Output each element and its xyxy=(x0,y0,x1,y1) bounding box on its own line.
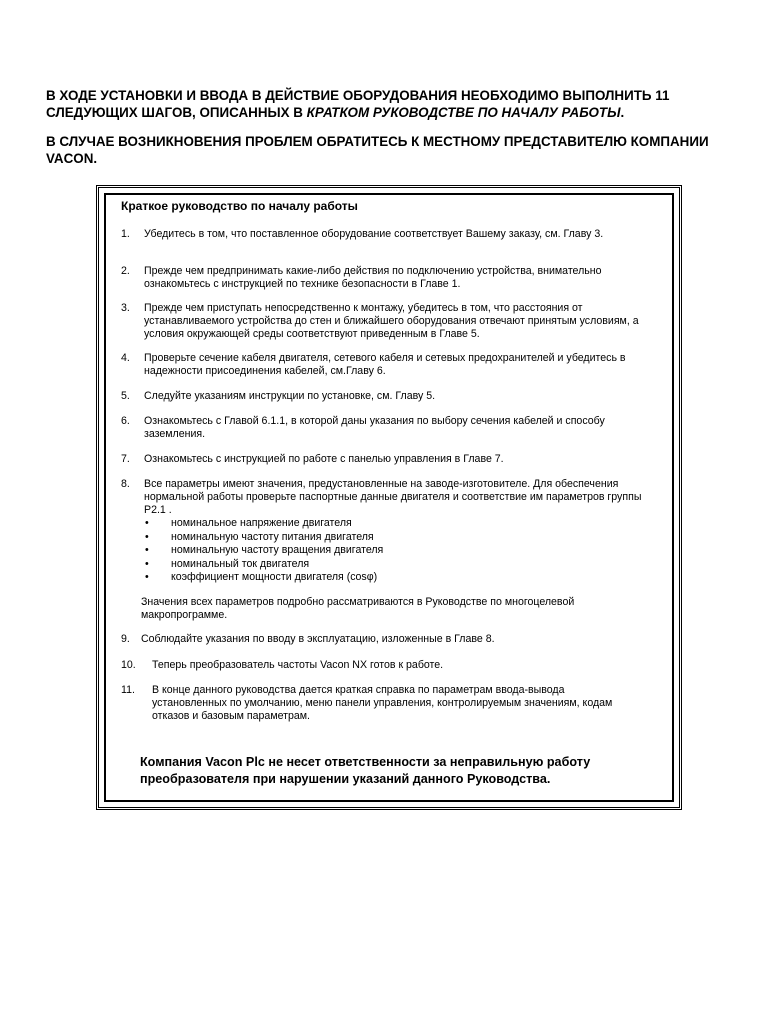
step-number: 4. xyxy=(121,352,130,364)
bullet: • xyxy=(145,530,149,543)
step-text: Проверьте сечение кабеля двигателя, сетевого кабеля и сетевых предохранителей и убедитесь в надежности присоединения кабелей, см.Главу 6. xyxy=(144,352,626,377)
step-text: Ознакомьтесь с Главой 6.1.1, в которой даны указания по выбору сечения кабелей и способу заземления. xyxy=(144,415,605,440)
step-number: 9. xyxy=(121,633,130,645)
step-text: Убедитесь в том, что поставленное оборудование соответствует Вашему заказу, см. Главу 3. xyxy=(144,228,604,240)
bullet: • xyxy=(145,544,149,556)
step-number: 2. xyxy=(121,265,130,277)
list-item xyxy=(145,531,383,545)
intro-text: В ХОДЕ УСТАНОВКИ И ВВОДА В ДЕЙСТВИЕ ОБОРУДОВАНИЯ НЕОБХОДИМО ВЫПОЛНИТЬ 11 СЛЕДУЮЩИХ ШАГОВ, ОПИСАННЫХ В xyxy=(46,88,670,120)
step-text: Прежде чем приступать непосредственно к монтажу, убедитесь в том, что расстояния от устанавливаемого устройства до стен и ближайшего оборудования отвечают принятым условиям, а условия окружающей среды соответствуют приведенным в Главе 5. xyxy=(144,302,639,340)
step-number: 6. xyxy=(121,415,130,427)
step-number: 7. xyxy=(121,453,130,465)
bullet: • xyxy=(145,517,149,529)
list-item-text: номинальное напряжение двигателя xyxy=(171,517,352,529)
intro-guide-reference: КРАТКОМ РУКОВОДСТВЕ ПО НАЧАЛУ РАБОТЫ xyxy=(306,105,621,120)
step-number: 8. xyxy=(121,478,130,490)
intro-period: . xyxy=(620,105,625,120)
list-item xyxy=(145,544,383,558)
step-number: 5. xyxy=(121,390,130,402)
list-item-text: коэффициент мощности двигателя (cosφ) xyxy=(171,571,378,583)
list-item xyxy=(145,517,383,531)
step-text: Следуйте указаниям инструкции по установке, см. Главу 5. xyxy=(144,390,436,402)
intro-paragraph-contact: В СЛУЧАЕ ВОЗНИКНОВЕНИЯ ПРОБЛЕМ ОБРАТИТЕСЬ К МЕСТНОМУ ПРЕДСТАВИТЕЛЮ КОМПАНИИ VACON. xyxy=(46,134,709,166)
step-number: 3. xyxy=(121,302,130,314)
list-item xyxy=(145,571,383,585)
list-item-text: номинальную частоту вращения двигателя xyxy=(171,544,384,556)
step-number: 10. xyxy=(121,659,136,671)
intro-paragraph-steps xyxy=(46,87,736,121)
step-text: Ознакомьтесь с инструкцией по работе с панелью управления в Главе 7. xyxy=(144,453,504,465)
bullet: • xyxy=(145,571,149,583)
bullet: • xyxy=(145,557,149,570)
quick-start-title: Краткое руководство по началу работы xyxy=(121,199,358,213)
parameters-note: Значения всех параметров подробно рассматриваются в Руководстве по многоцелевой макропрограмме. xyxy=(141,596,575,621)
step-number: 11. xyxy=(121,684,135,696)
list-item xyxy=(145,558,383,572)
liability-disclaimer: Компания Vacon Plc не несет ответственности за неправильную работу преобразователя при нарушении указаний данного Руководства. xyxy=(140,755,591,786)
list-item-text: номинальную частоту питания двигателя xyxy=(171,530,374,543)
step-text: Теперь преобразователь частоты Vacon NX готов к работе. xyxy=(152,659,444,671)
list-item-text: номинальный ток двигателя xyxy=(171,557,310,570)
step-number: 1. xyxy=(121,228,130,240)
motor-parameter-list xyxy=(145,517,383,585)
step-text: В конце данного руководства дается краткая справка по параметрам ввода-вывода установленных по умолчанию, меню панели управления, контролируемым значениям, кодам отказов и базовым параметрам. xyxy=(152,684,613,722)
step-text: Все параметры имеют значения, предустановленные на заводе-изготовителе. Для обеспечения нормальной работы проверьте паспортные данные двигателя и соответствие им параметров группы P2.1 . xyxy=(144,478,642,516)
step-text: Соблюдайте указания по вводу в эксплуатацию, изложенные в Главе 8. xyxy=(141,633,495,645)
step-text: Прежде чем предпринимать какие-либо действия по подключению устройства, внимательно ознакомьтесь с инструкцией по технике безопасности в Главе 1. xyxy=(144,265,602,290)
